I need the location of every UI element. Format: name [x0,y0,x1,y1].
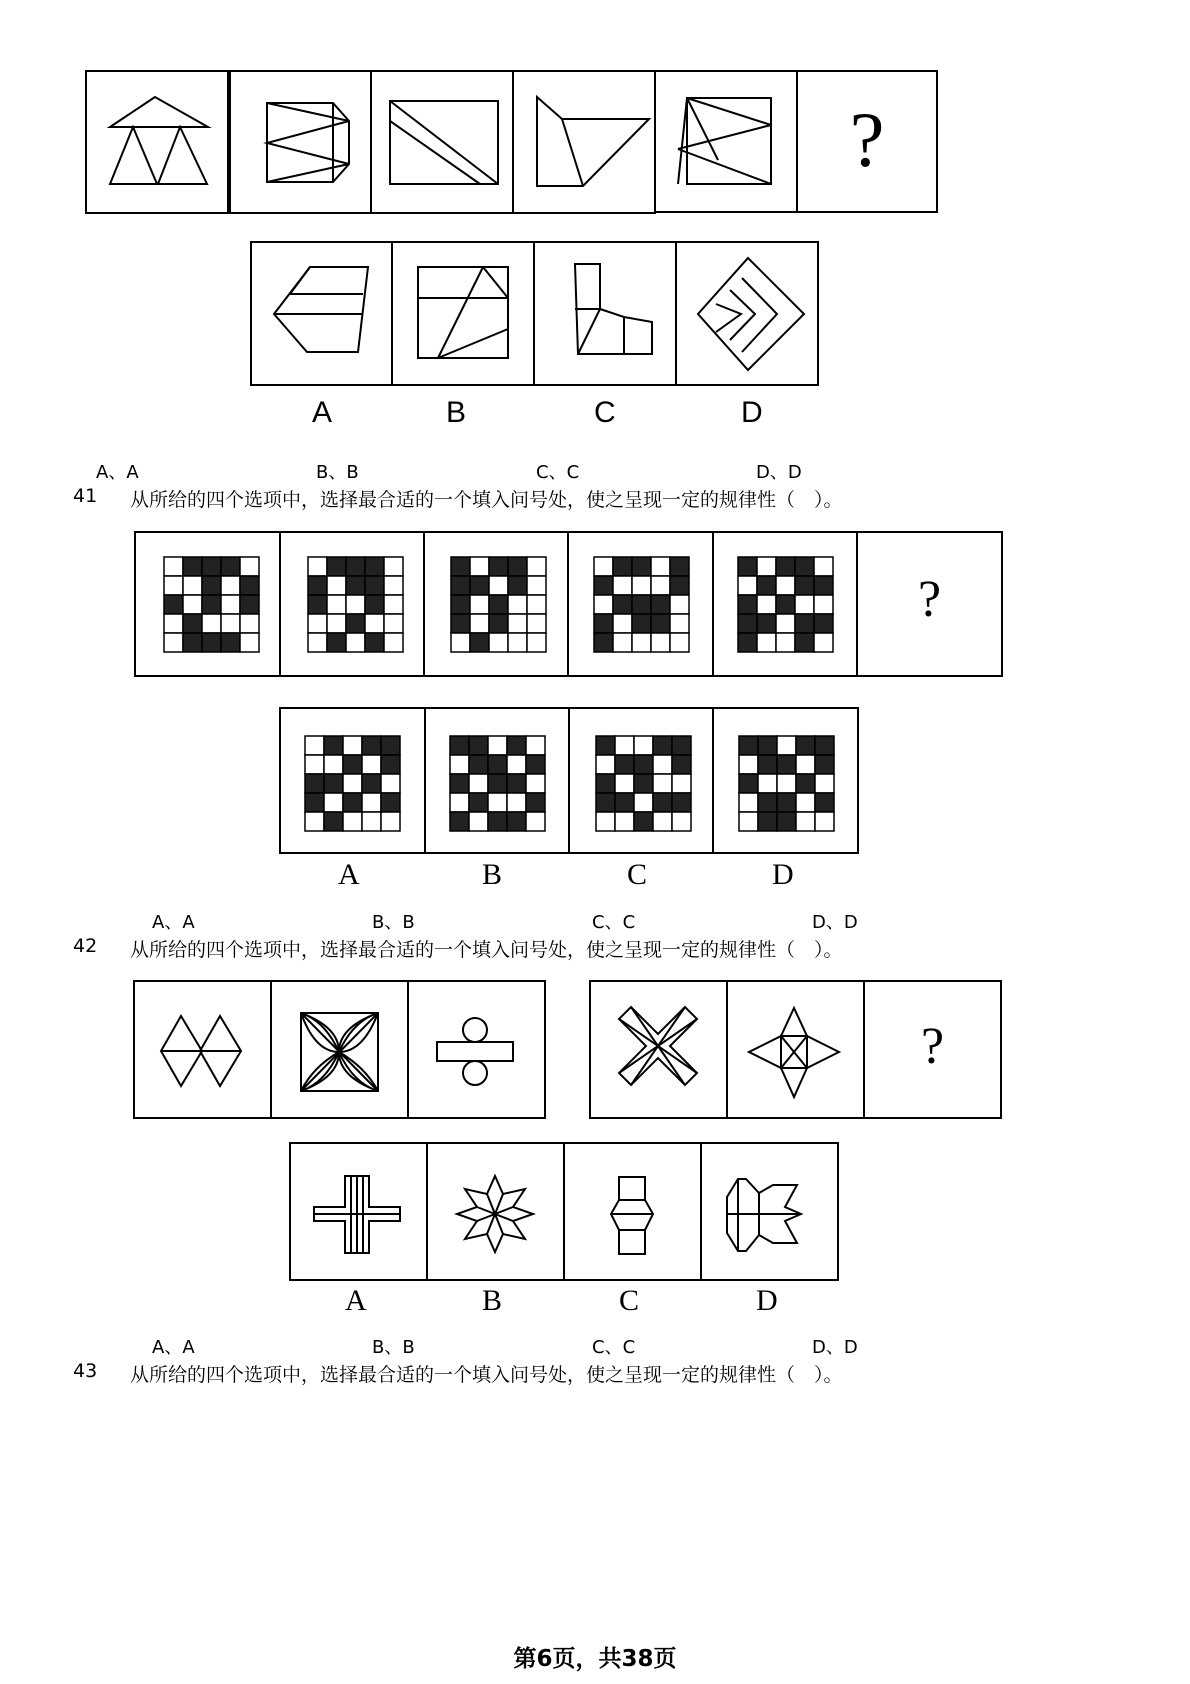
q40-option-c[interactable]: C、C [536,462,580,483]
q42-choice-label-c: C [619,1284,640,1317]
q42-option-b[interactable]: B、B [372,1337,415,1358]
q41-options-figure [279,706,861,856]
q41-choice-label-d: D [772,858,794,891]
q40-options-figure [250,240,820,388]
q40-choice-label-c: C [594,396,616,429]
q41-grid-1 [164,557,259,652]
q42-choice-label-b: B [482,1284,503,1317]
q41-option-a[interactable]: A、A [152,912,195,933]
q41-choice-label-c: C [627,858,648,891]
q42-question-mark: ? [920,1018,945,1075]
q41-grid-2 [308,557,403,652]
q41-option-b[interactable]: B、B [372,912,415,933]
q41-grid-5 [738,557,833,652]
q41-option-grid-a [305,736,400,831]
q40-option-a[interactable]: A、A [96,462,139,483]
q40-option-b[interactable]: B、B [316,462,359,483]
page-footer: 第6页，共38页 [513,1646,677,1672]
q40-choice-label-d: D [741,396,763,429]
q43-number: 43 [73,1360,98,1382]
q41-question-mark: ? [917,571,942,628]
q40-sequence-figure [85,70,940,216]
q41-option-grid-b [450,736,545,831]
q41-option-grid-c [596,736,691,831]
q42-sequence-figure [133,979,1003,1121]
q42-question-text: 从所给的四个选项中，选择最合适的一个填入问号处，使之呈现一定的规律性（ ）。 [130,939,843,961]
q41-grid-4 [594,557,689,652]
q42-choice-label-a: A [345,1284,367,1317]
q41-option-d[interactable]: D、D [812,912,858,933]
q41-choice-label-b: B [482,858,503,891]
q40-option-d[interactable]: D、D [756,462,802,483]
q42-choice-label-d: D [756,1284,778,1317]
q42-option-d[interactable]: D、D [812,1337,858,1358]
q41-question-text: 从所给的四个选项中，选择最合适的一个填入问号处，使之呈现一定的规律性（ ）。 [130,489,843,511]
q41-option-grid-d [739,736,834,831]
q41-option-c[interactable]: C、C [592,912,636,933]
q41-choice-label-a: A [338,858,360,891]
q42-options-figure [289,1141,841,1283]
q40-question-mark: ? [849,96,885,183]
q40-choice-label-b: B [446,396,467,429]
q42-number: 42 [73,935,98,957]
q41-number: 41 [73,485,98,507]
q42-option-c[interactable]: C、C [592,1337,636,1358]
q41-sequence-figure [134,530,1004,680]
q41-grid-3 [451,557,546,652]
q43-question-text: 从所给的四个选项中，选择最合适的一个填入问号处，使之呈现一定的规律性（ ）。 [130,1364,843,1386]
q42-option-a[interactable]: A、A [152,1337,195,1358]
q40-choice-label-a: A [312,396,333,429]
